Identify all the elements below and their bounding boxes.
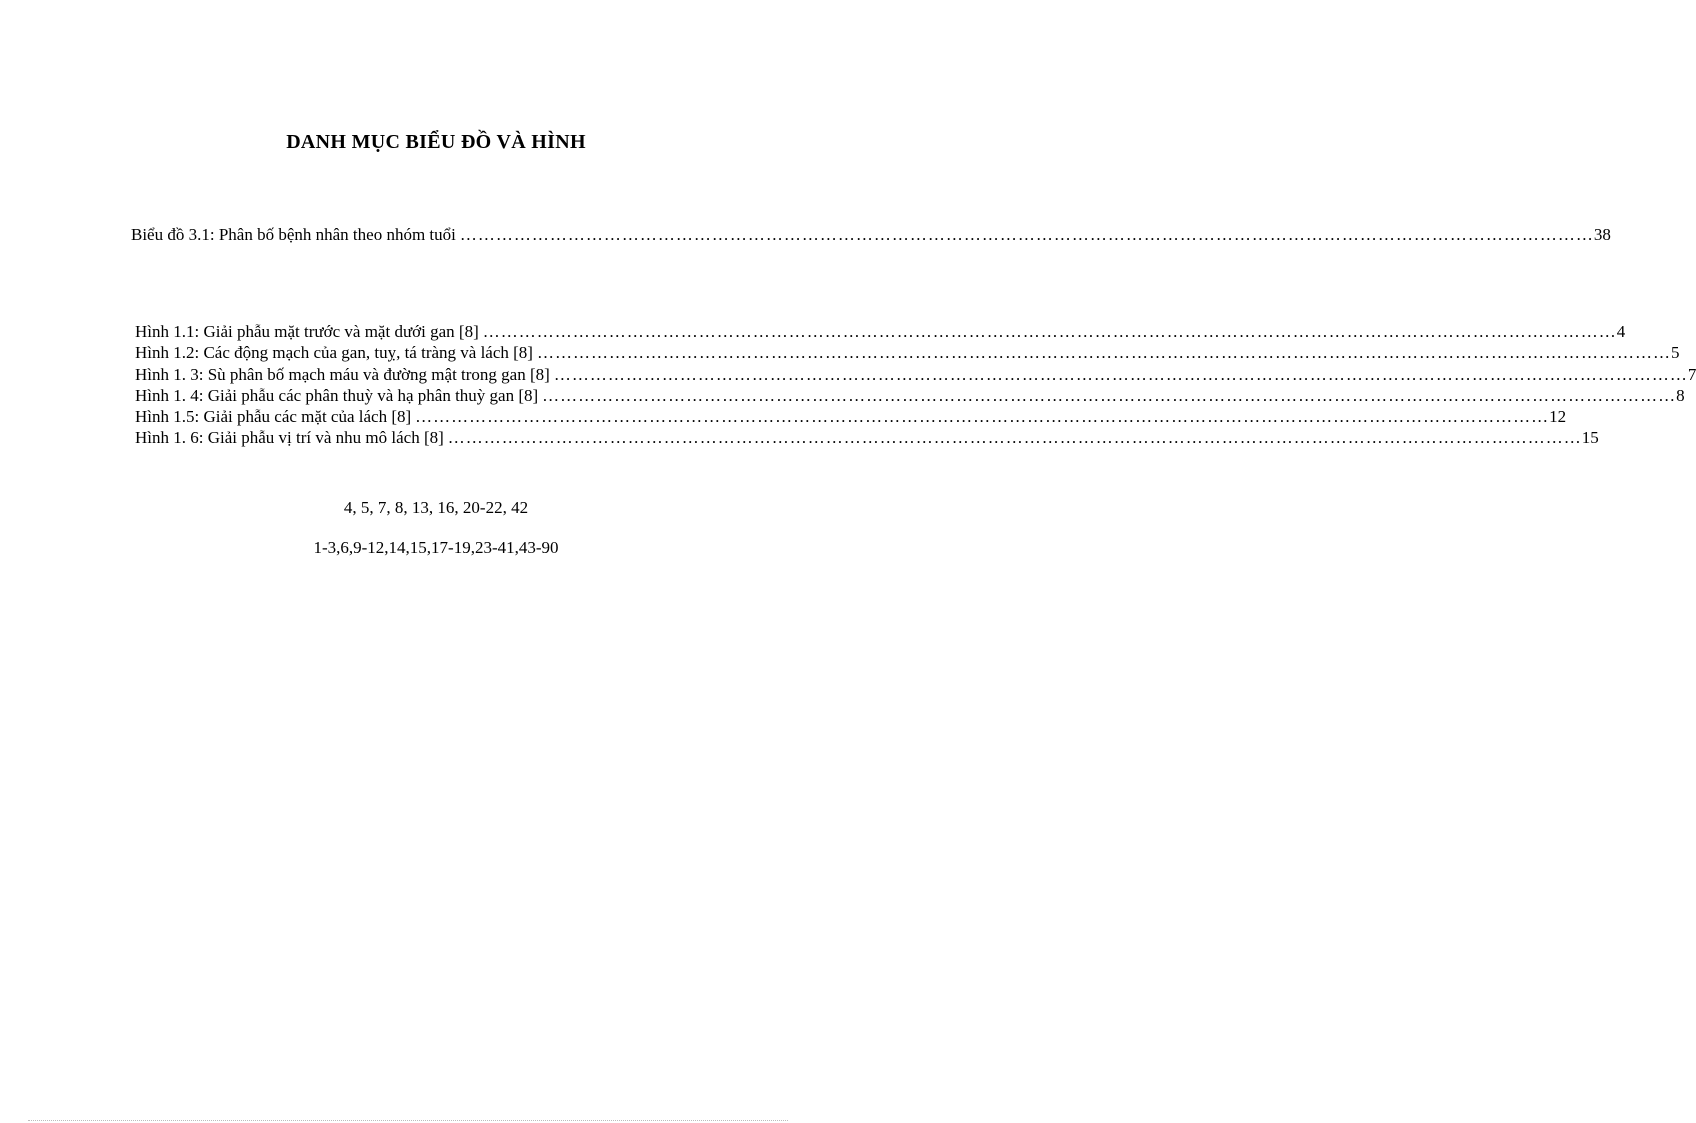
figure-entry-label: Hình 1.2: Các động mạch của gan, tuỵ, tá tràng và lách [8] [135,343,533,362]
page-number-list: 1-3,6,9-12,14,15,17-19,23-41,43-90 [313,538,559,557]
figure-list [135,322,1696,447]
figure-entry-page: 15 [1581,428,1599,447]
figure-list-entry [135,386,1685,406]
figure-entry-label: Hình 1. 4: Giải phẫu các phân thuỳ và hạ phân thuỳ gan [8] [135,386,539,405]
dot-leader: ……………………………………………………………………………………………………………………………………………………………………… [553,365,1688,384]
figure-entry-label: Hình 1. 6: Giải phẫu vị trí và nhu mô lách [8] [135,428,444,447]
page-number-list: 4, 5, 7, 8, 13, 16, 20-22, 42 [343,498,529,517]
dot-leader: ……………………………………………………………………………………………………………………………………………………………………… [536,343,1671,362]
figure-list-entry [135,428,1599,448]
dot-leader: ……………………………………………………………………………………………………………………………………………………………………… [459,225,1594,244]
figure-entry-page: 5 [1670,343,1680,362]
figure-entry-label: Hình 1.1: Giải phẫu mặt trước và mặt dưới gan [8] [135,322,479,341]
chart-entry-label: Biểu đồ 3.1: Phân bố bệnh nhân theo nhóm tuổi [131,225,456,244]
dot-leader: ……………………………………………………………………………………………………………………………………………………………………… [447,428,1582,447]
figure-list-entry [135,343,1680,363]
figure-entry-label: Hình 1.5: Giải phẫu các mặt của lách [8] [135,407,412,426]
figure-entry-page: 12 [1549,407,1567,426]
figure-entry-page: 8 [1676,386,1685,405]
page-bottom-divider [28,1120,788,1121]
dot-leader: ……………………………………………………………………………………………………………………………………………………………………… [482,322,1617,341]
figure-entry-page: 7 [1687,365,1696,384]
figure-entry-page: 4 [1616,322,1626,341]
figure-list-entry [135,407,1567,427]
chart-entry-page: 38 [1593,225,1611,244]
figure-list-entry [135,322,1626,342]
figure-entry-label: Hình 1. 3: Sù phân bố mạch máu và đường mật trong gan [8] [135,365,550,384]
page-title: DANH MỤC BIỂU ĐỒ VÀ HÌNH [286,131,586,153]
figure-list-entry [135,365,1696,385]
dot-leader: ……………………………………………………………………………………………………………………………………………………………………… [542,386,1677,405]
chart-list-entry [131,225,1611,245]
dot-leader: ……………………………………………………………………………………………………………………………………………………………………… [415,407,1550,426]
